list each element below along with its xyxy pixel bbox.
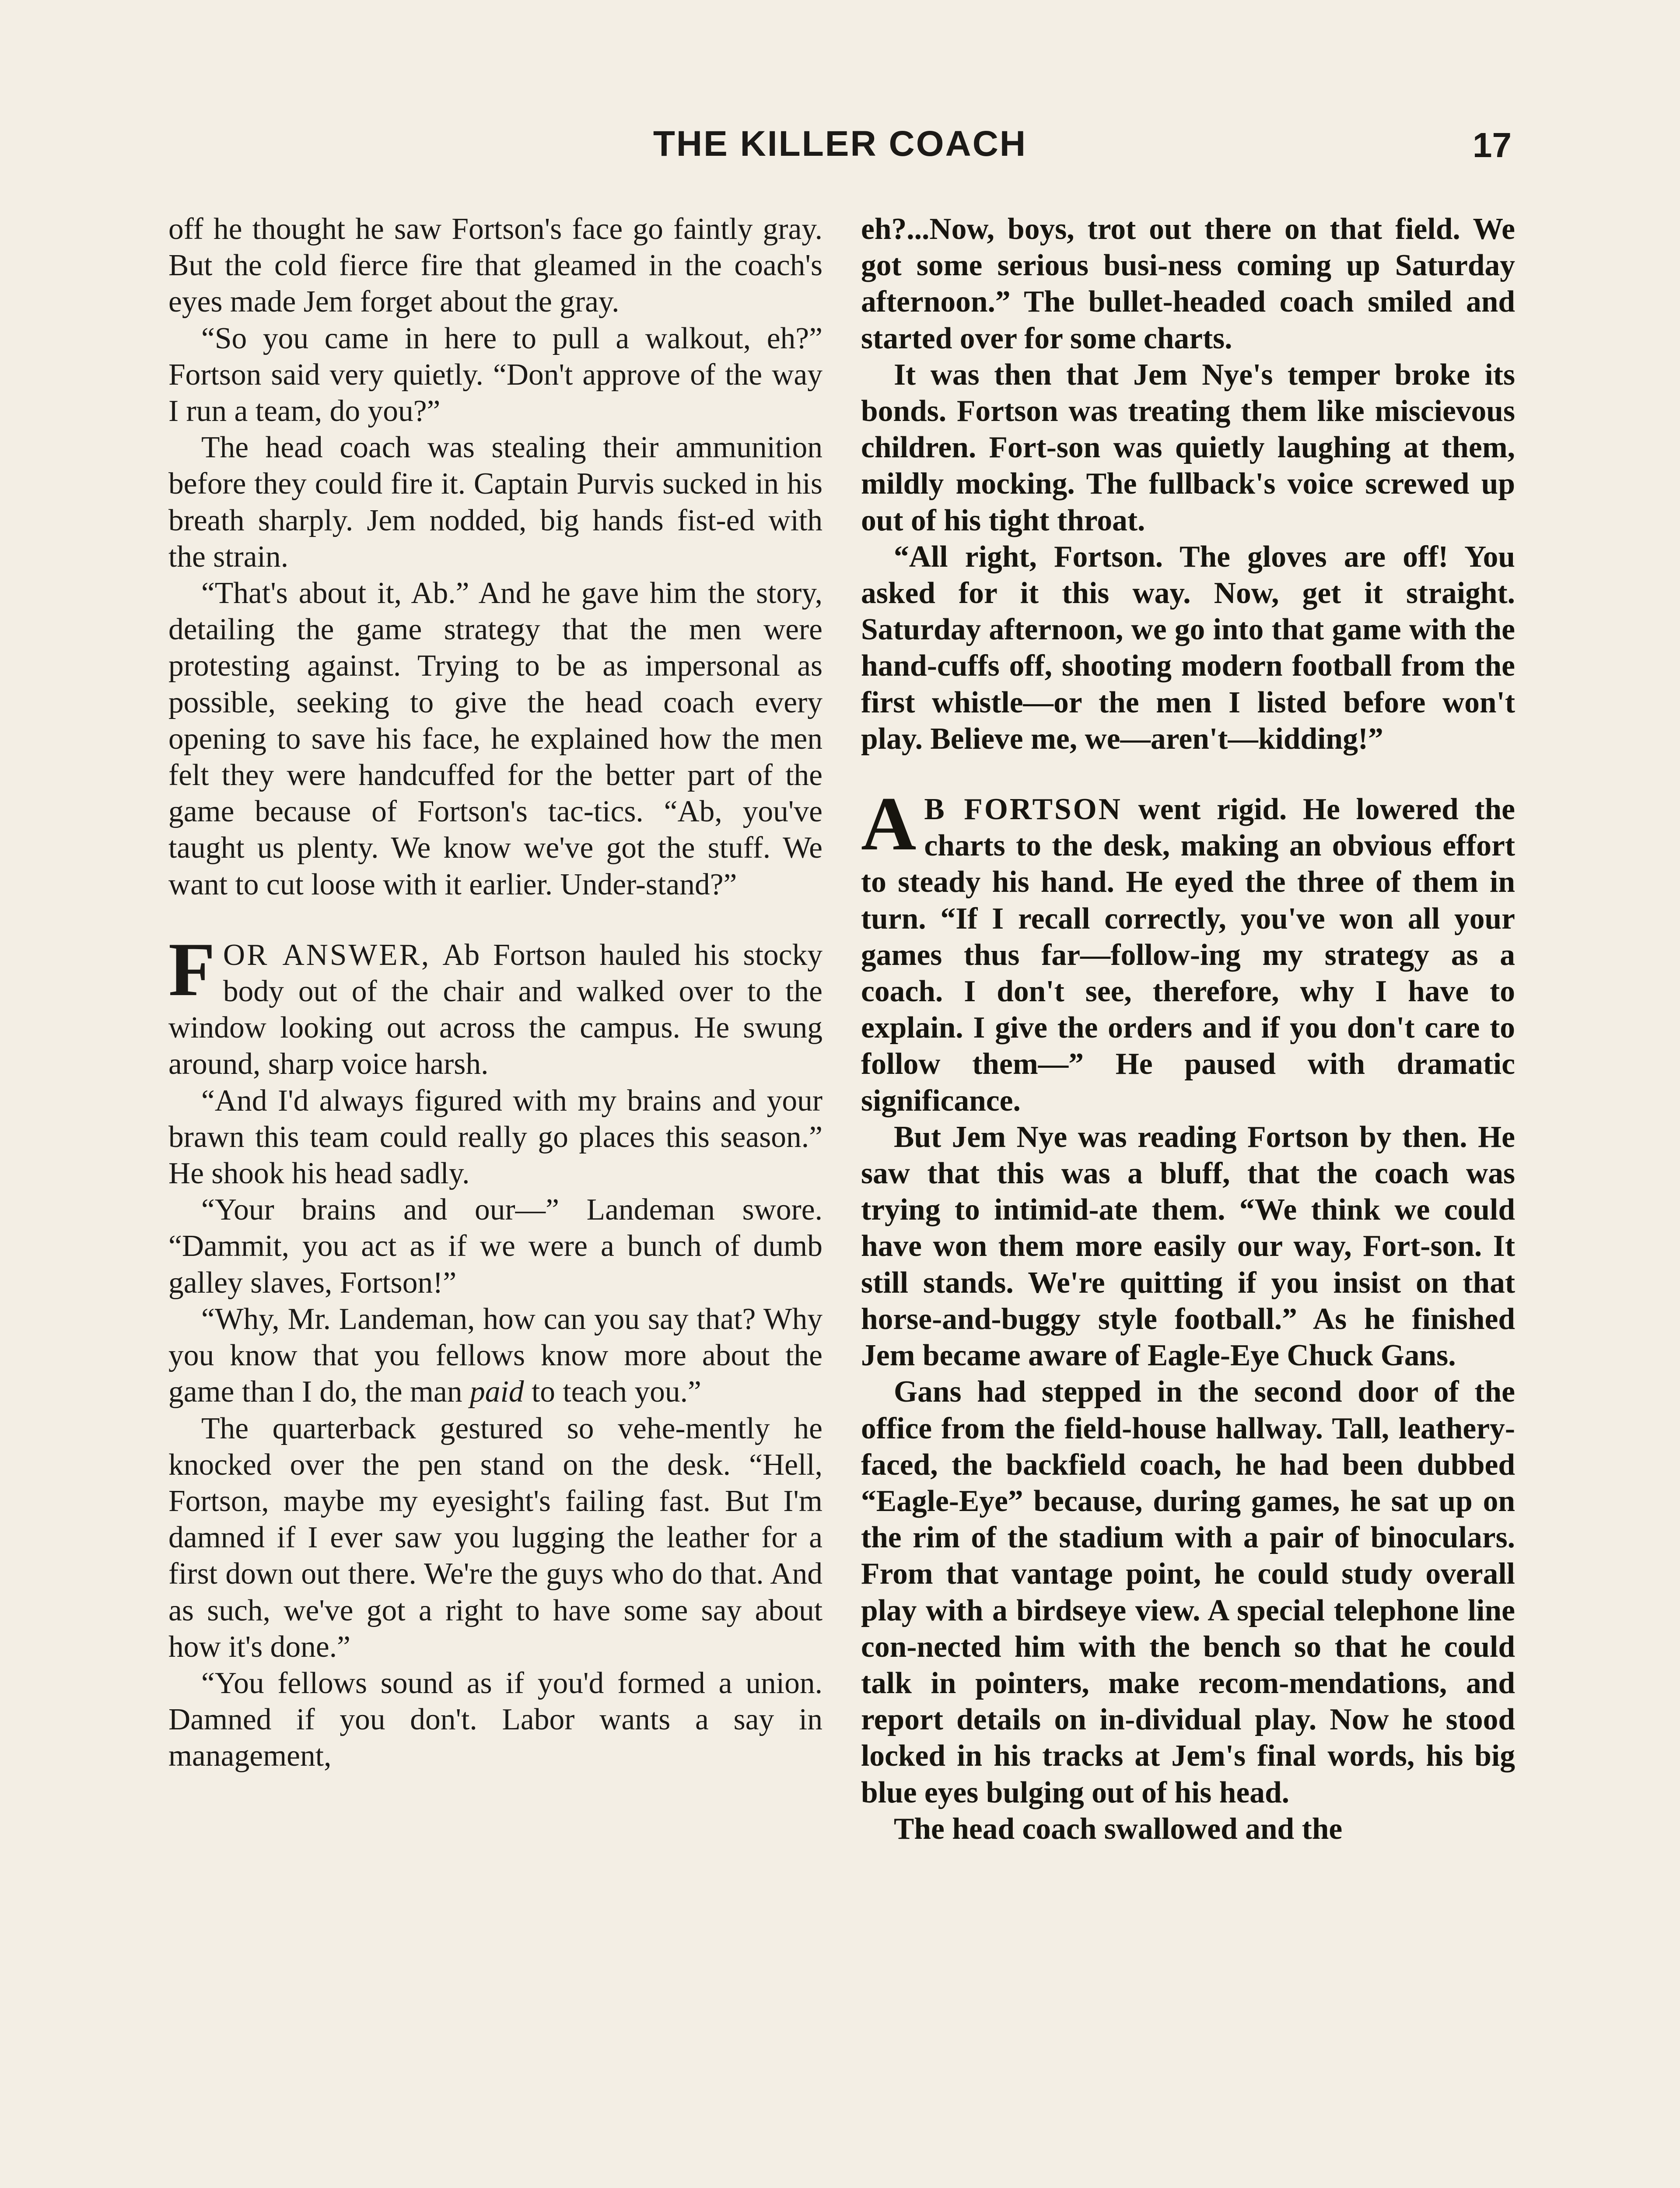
paragraph: The head coach was stealing their ammunition before they could fire it. Captain Purvis sucked in his breath sharply. Jem nodded, big hands fist-ed with the strain. bbox=[168, 431, 822, 574]
paragraph-text: to teach you.” bbox=[524, 1375, 701, 1409]
paragraph-text: Ab Fortson hauled his stocky body out of the chair and walked over to the window looking out across the campus. He swung around, sharp voice harsh. bbox=[168, 938, 822, 1081]
right-column bbox=[861, 211, 1515, 1847]
page-number: 17 bbox=[1473, 126, 1512, 165]
paragraph: eh?...Now, boys, trot out there on that field. We got some serious busi-ness coming up Saturday afternoon.” The bullet-headed coach smiled and started over for some charts. bbox=[861, 212, 1515, 355]
paragraph-text: “Why, Mr. Landeman, how can you say that? Why you know that you fellows know more about the game than I do, the man bbox=[168, 1302, 822, 1409]
lead-in-caps: B FORTSON bbox=[924, 792, 1122, 827]
section-opening-paragraph bbox=[861, 781, 1515, 1119]
lead-in-caps: OR ANSWER, bbox=[223, 938, 431, 972]
paragraph: “All right, Fortson. The gloves are off! You asked for it this way. Now, get it straight. Saturday afternoon, we go into that game with the hand-cuffs off, shooting modern football from the first whistle—or the men I listed before won't play. Believe me, we—aren't—kidding!” bbox=[861, 540, 1515, 756]
paragraph: “So you came in here to pull a walkout, eh?” Fortson said very quietly. “Don't approve of the way I run a team, do you?” bbox=[168, 321, 822, 428]
paragraph: The head coach swallowed and the bbox=[894, 1812, 1343, 1846]
emphasis: paid bbox=[470, 1375, 524, 1409]
paragraph-text: went rigid. He lowered the charts to the desk, making an obvious effort to steady his hand. He eyed the three of them in turn. “If I recall correctly, you've won all your games thus far—follow-ing my strategy as a coach. I don't see, therefore, why I have to explain. I give the orders and if you don't care to follow them—” He paused with dramatic significance. bbox=[861, 792, 1515, 1118]
paragraph: “And I'd always figured with my brains and your brawn this team could really go places this season.” He shook his head sadly. bbox=[168, 1083, 822, 1191]
left-column bbox=[168, 211, 822, 1774]
paragraph: “That's about it, Ab.” And he gave him the story, detailing the game strategy that the men were protesting against. Trying to be as impersonal as possible, seeking to give the head coach every opening to save his face, he explained how the men felt they were handcuffed for the better part of the game because of Fortson's tac-tics. “Ab, you've taught us plenty. We know we've got the stuff. We want to cut loose with it earlier. Under-stand?” bbox=[168, 576, 822, 901]
paragraph: The quarterback gestured so vehe-mently he knocked over the pen stand on the desk. “Hell, Fortson, maybe my eyesight's failing fast. But I'm damned if I ever saw you lugging the leather for a first down out there. We're the guys who do that. And as such, we've got a right to have some say about how it's done.” bbox=[168, 1411, 822, 1664]
section-opening-paragraph bbox=[168, 926, 822, 1083]
drop-cap: A bbox=[861, 781, 917, 866]
paragraph: But Jem Nye was reading Fortson by then. He saw that this was a bluff, that the coach was trying to intimid-ate them. “We think we could have won them more easily our way, Fort-son. It still stands. We're quitting if you insist on that horse-and-buggy style football.” As he finished Jem became aware of Eagle-Eye Chuck Gans. bbox=[861, 1120, 1515, 1373]
page-header bbox=[168, 123, 1512, 172]
paragraph: “You fellows sound as if you'd formed a union. Damned if you don't. Labor wants a say in management, bbox=[168, 1666, 822, 1773]
paragraph: Gans had stepped in the second door of the office from the field-house hallway. Tall, leathery-faced, the backfield coach, he had been dubbed “Eagle-Eye” because, during games, he sat up on the rim of the stadium with a pair of binoculars. From that vantage point, he could study overall play with a birdseye view. A special telephone line con-nected him with the bench so that he could talk in pointers, make recom-mendations, and report details on in-dividual play. Now he stood locked in his tracks at Jem's final words, his big blue eyes bulging out of his head. bbox=[861, 1375, 1515, 1809]
paragraph: It was then that Jem Nye's temper broke its bonds. Fortson was treating them like miscievous children. Fort-son was quietly laughing at them, mildly mocking. The fullback's voice screwed up out of his tight throat. bbox=[861, 358, 1515, 537]
paragraph bbox=[168, 1301, 822, 1410]
drop-cap: F bbox=[168, 926, 215, 1012]
running-title: THE KILLER COACH bbox=[653, 124, 1027, 164]
paragraph: off he thought he saw Fortson's face go faintly gray. But the cold fierce fire that gleamed in the coach's eyes made Jem forget about the gray. bbox=[168, 212, 822, 319]
paragraph: “Your brains and our—” Landeman swore. “Dammit, you act as if we were a bunch of dumb galley slaves, Fortson!” bbox=[168, 1193, 822, 1300]
